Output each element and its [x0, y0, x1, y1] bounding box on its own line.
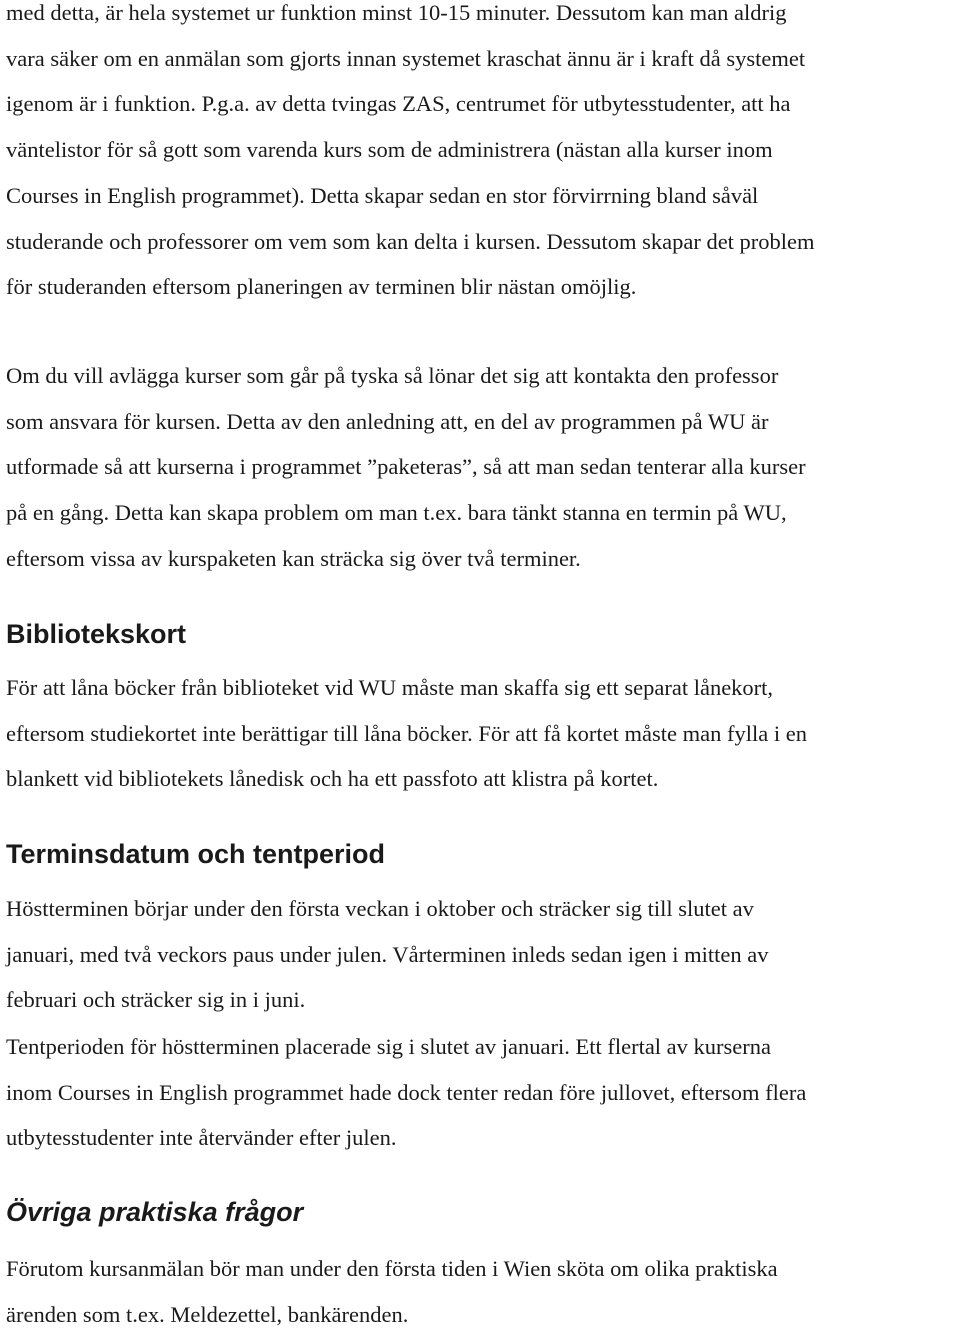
text-line: eftersom studiekortet inte berättigar till låna böcker. För att få kortet måste man fylla i en: [6, 720, 807, 746]
paragraph-course-registration: [6, 0, 815, 310]
text-line: igenom är i funktion. P.g.a. av detta tvingas ZAS, centrumet för utbytesstudenter, att ha: [6, 91, 791, 117]
text-line: februari och sträcker sig in i juni.: [6, 987, 306, 1013]
text-line: Courses in English programmet). Detta skapar sedan en stor förvirrning bland såväl: [6, 182, 759, 208]
text-line: utformade så att kurserna i programmet ”paketeras”, så att man sedan tenterar alla kurser: [6, 454, 806, 480]
text-line: studerande och professorer om vem som kan delta i kursen. Dessutom skapar det problem: [6, 228, 815, 254]
text-line: januari, med två veckors paus under julen. Vårterminen inleds sedan igen i mitten av: [6, 941, 769, 967]
text-line: eftersom vissa av kurspaketen kan sträcka sig över två terminer.: [6, 545, 581, 571]
text-line: på en gång. Detta kan skapa problem om man t.ex. bara tänkt stanna en termin på WU,: [6, 500, 787, 526]
text-line: inom Courses in English programmet hade dock tenter redan före jullovet, eftersom flera: [6, 1079, 807, 1105]
paragraph-library-card: [6, 665, 807, 802]
text-line: blankett vid bibliotekets lånedisk och ha ett passfoto att klistra på kortet.: [6, 766, 659, 792]
text-line: med detta, är hela systemet ur funktion minst 10-15 minuter. Dessutom kan man aldrig: [6, 0, 787, 25]
paragraph-exam-period: [6, 1024, 806, 1161]
heading-ovriga-fragor: Övriga praktiska frågor: [6, 1197, 304, 1227]
text-line: utbytesstudenter inte återvänder efter julen.: [6, 1125, 397, 1151]
text-line: Höstterminen börjar under den första veckan i oktober och sträcker sig till slutet av: [6, 896, 754, 921]
text-line: väntelistor för så gott som varenda kurs som de administrera (nästan alla kurser inom: [6, 137, 773, 163]
text-line: ärenden som t.ex. Meldezettel, bankärenden.: [6, 1301, 409, 1327]
text-line: som ansvara för kursen. Detta av den anledning att, en del av programmen på WU är: [6, 408, 769, 434]
heading-bibliotekskort: Bibliotekskort: [6, 619, 187, 649]
text-line: Tentperioden för höstterminen placerade sig i slutet av januari. Ett flertal av kurserna: [6, 1034, 772, 1059]
text-line: vara säker om en anmälan som gjorts innan systemet kraschat ännu är i kraft då systemet: [6, 45, 806, 71]
text-line: Förutom kursanmälan bör man under den första tiden i Wien sköta om olika praktiska: [6, 1256, 778, 1281]
paragraph-practical-matters: [6, 1246, 778, 1337]
heading-terminsdatum: Terminsdatum och tentperiod: [6, 839, 386, 869]
text-line: för studeranden eftersom planeringen av terminen blir nästan omöjlig.: [6, 274, 637, 300]
text-line: Om du vill avlägga kurser som går på tyska så lönar det sig att kontakta den professor: [6, 363, 779, 388]
paragraph-german-courses: [6, 353, 806, 582]
paragraph-term-dates: [6, 886, 768, 1023]
text-line: För att låna böcker från biblioteket vid WU måste man skaffa sig ett separat lånekort,: [6, 675, 774, 700]
